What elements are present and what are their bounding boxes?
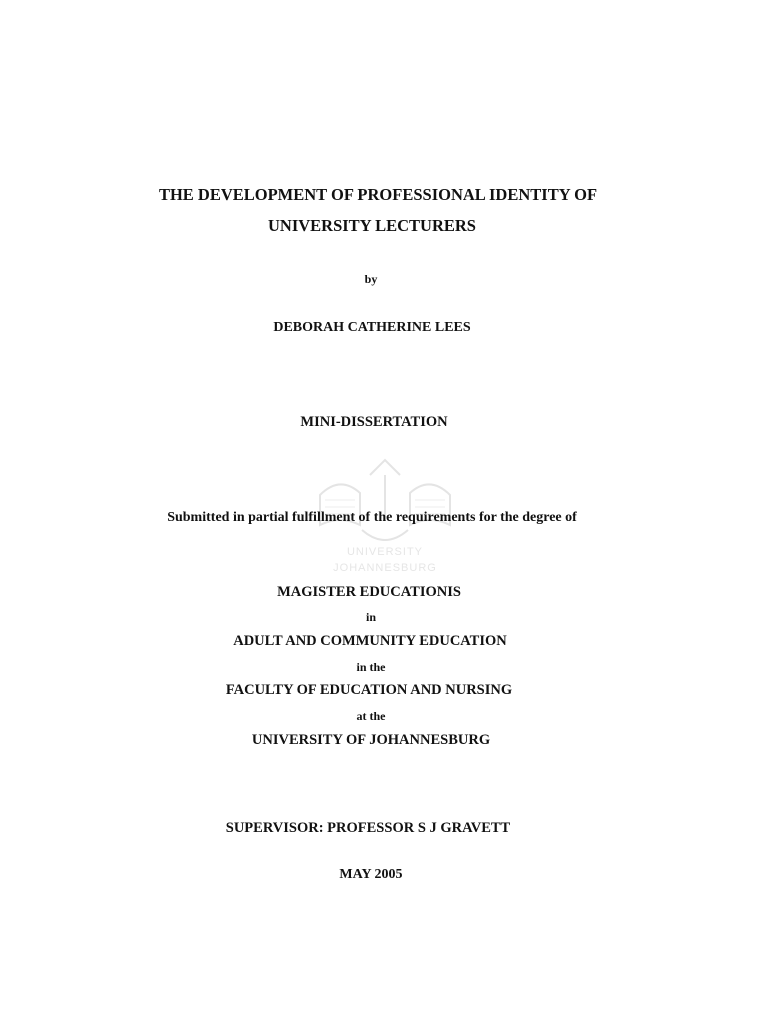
degree-name: MAGISTER EDUCATIONIS [277, 584, 461, 600]
at-the-text: at the [356, 709, 386, 723]
field-of-study: ADULT AND COMMUNITY EDUCATION [233, 633, 507, 649]
by-text: by [364, 272, 378, 286]
in-the-text: in the [356, 660, 386, 674]
document-type: MINI-DISSERTATION [300, 414, 448, 430]
title-line-2: UNIVERSITY LECTURERS [268, 216, 476, 235]
author-name: DEBORAH CATHERINE LEES [273, 320, 471, 335]
university-name: UNIVERSITY OF JOHANNESBURG [251, 732, 491, 748]
title-line-1: THE DEVELOPMENT OF PROFESSIONAL IDENTITY OF [158, 185, 598, 204]
submission-statement: Submitted in partial fulfillment of the requirements for the degree of [167, 510, 577, 525]
submission-date: MAY 2005 [339, 867, 403, 882]
in-text: in [365, 610, 376, 624]
faculty-name: FACULTY OF EDUCATION AND NURSING [225, 682, 513, 698]
watermark-text-university: UNIVERSITY [346, 546, 423, 558]
watermark-text-johannesburg: JOHANNESBURG [333, 562, 437, 574]
supervisor: SUPERVISOR: PROFESSOR S J GRAVETT [225, 820, 511, 836]
